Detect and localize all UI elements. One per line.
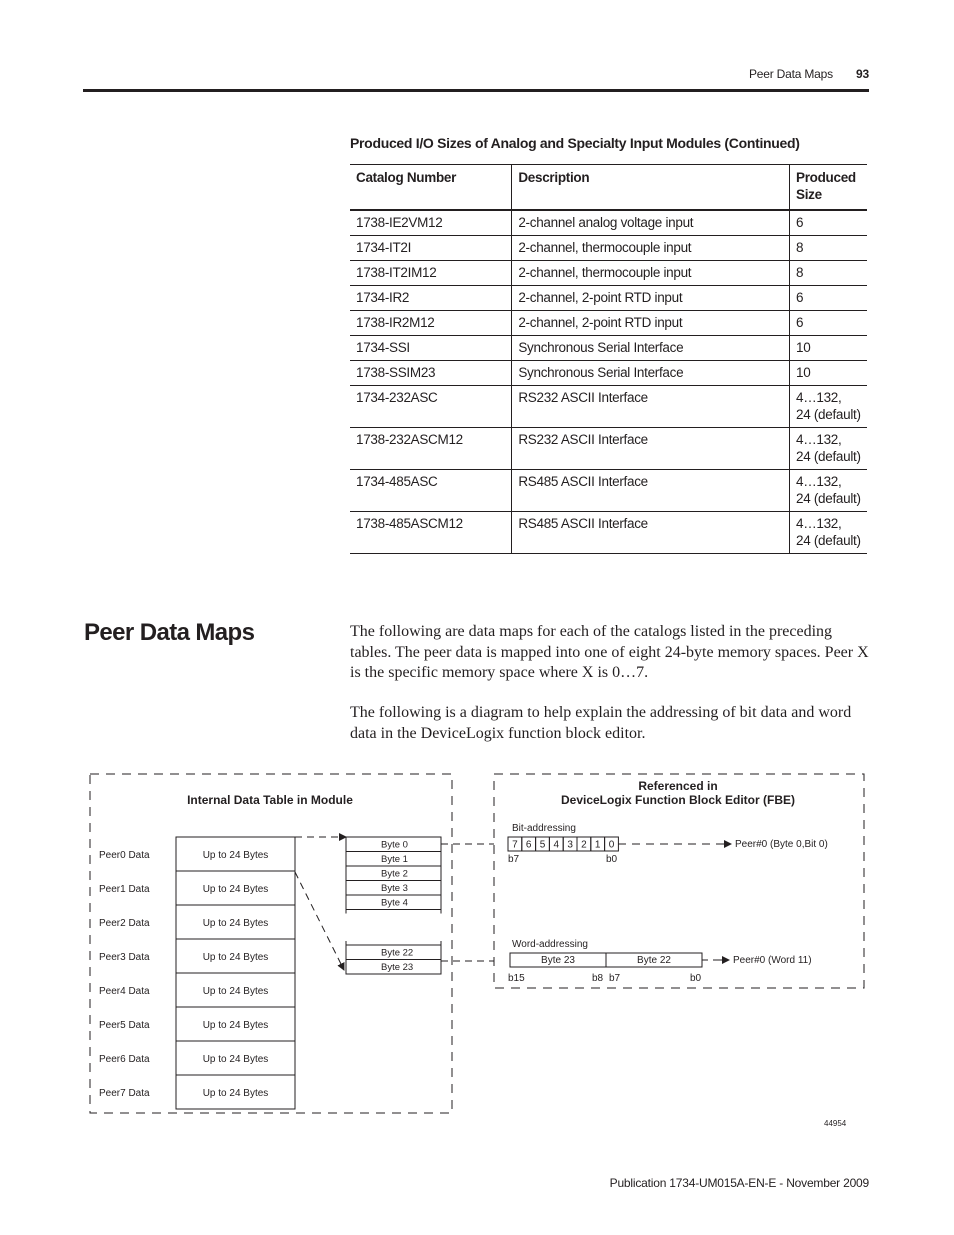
- cell-catalog: 1738-IE2VM12: [350, 210, 512, 236]
- right-title-line1: Referenced in: [638, 779, 718, 793]
- cell-description: RS485 ASCII Interface: [512, 470, 790, 512]
- cell-description: 2-channel analog voltage input: [512, 210, 790, 236]
- running-header-title: Peer Data Maps: [749, 67, 833, 81]
- peer-label: Peer1 Data: [99, 884, 150, 895]
- peer-cell-text: Up to 24 Bytes: [202, 918, 269, 929]
- bit-right-label: b0: [606, 854, 618, 865]
- cell-catalog: 1734-IR2: [350, 286, 512, 311]
- peer-cell-text: Up to 24 Bytes: [202, 1054, 269, 1065]
- cell-size: 6: [789, 286, 867, 311]
- word-high-byte-label: Byte 23: [541, 955, 575, 966]
- table-row: [350, 210, 867, 236]
- peer-data-diagram: [0, 760, 954, 1140]
- cell-size: 8: [789, 236, 867, 261]
- cell-catalog: 1734-232ASC: [350, 386, 512, 428]
- peer-rows: [99, 837, 295, 1109]
- cell-catalog: 1734-485ASC: [350, 470, 512, 512]
- cell-size: 6: [789, 311, 867, 336]
- intro-paragraph: The following are data maps for each of the catalogs listed in the preceding tables. The peer data is mapped into one of eight 24-byte memory spaces. Peer X is the specific memory space where X is 0…7.: [350, 623, 869, 681]
- bit-target-label: Peer#0 (Byte 0,Bit 0): [735, 839, 828, 850]
- cell-description: 2-channel, thermocouple input: [512, 236, 790, 261]
- bit-left-label: b7: [508, 854, 520, 865]
- byte-label: Byte 2: [381, 868, 408, 880]
- peer-label: Peer5 Data: [99, 1020, 150, 1031]
- peer-cell-text: Up to 24 Bytes: [202, 986, 269, 997]
- cell-size: 10: [789, 336, 867, 361]
- cell-description: RS232 ASCII Interface: [512, 386, 790, 428]
- byte-stack-lower: [346, 941, 441, 974]
- word-bit-label-b15: b15: [508, 973, 525, 984]
- bit-label: 6: [525, 839, 532, 851]
- table-body: [350, 210, 867, 554]
- cell-description: 2-channel, thermocouple input: [512, 261, 790, 286]
- table-row: [350, 428, 867, 470]
- right-title-line2: DeviceLogix Function Block Editor (FBE): [560, 793, 796, 807]
- cell-catalog: 1738-232ASCM12: [350, 428, 512, 470]
- cell-size: 4…132, 24 (default): [789, 428, 867, 470]
- peer-cell-text: Up to 24 Bytes: [202, 850, 269, 861]
- byte-label: Byte 0: [381, 839, 408, 851]
- cell-size: 6: [789, 210, 867, 236]
- bit-label: 0: [608, 839, 615, 851]
- cell-catalog: 1738-IT2IM12: [350, 261, 512, 286]
- cell-size: 4…132, 24 (default): [789, 386, 867, 428]
- bit-label: 4: [553, 839, 560, 851]
- cell-description: Synchronous Serial Interface: [512, 336, 790, 361]
- table-row: [350, 311, 867, 336]
- figure-number: 44954: [824, 1119, 847, 1128]
- word-addressing-label: Word-addressing: [512, 939, 588, 950]
- byte-label: Byte 1: [381, 854, 408, 865]
- bit-label: 3: [567, 839, 573, 851]
- column-header-size: Produced Size: [789, 165, 867, 211]
- bit-addressing-label: Bit-addressing: [512, 823, 576, 834]
- peer-cell-text: Up to 24 Bytes: [202, 1088, 269, 1099]
- bit-label: 1: [594, 839, 601, 851]
- table-header-row: [350, 165, 867, 211]
- bit-label: 2: [581, 839, 587, 851]
- byte-label: Byte 4: [381, 897, 408, 909]
- cell-description: 2-channel, 2-point RTD input: [512, 286, 790, 311]
- bit-label: 5: [539, 839, 546, 851]
- cell-size: 10: [789, 361, 867, 386]
- column-header-description: Description: [512, 165, 790, 211]
- table-row: [350, 512, 867, 554]
- bit-cells: [508, 837, 618, 851]
- publication-footer: Publication 1734-UM015A-EN-E - November 2009: [609, 1176, 869, 1190]
- byte-label: Byte 23: [381, 962, 414, 973]
- word-bit-label-b0: b0: [690, 973, 702, 984]
- left-diagram-title: Internal Data Table in Module: [187, 793, 353, 807]
- peer-cell-text: Up to 24 Bytes: [202, 1020, 269, 1031]
- peer-label: Peer2 Data: [99, 918, 150, 929]
- page-number: 93: [856, 67, 869, 81]
- column-header-catalog: Catalog Number: [350, 165, 512, 211]
- cell-size: 8: [789, 261, 867, 286]
- table-row: [350, 286, 867, 311]
- table-row: [350, 361, 867, 386]
- cell-catalog: 1738-IR2M12: [350, 311, 512, 336]
- table-row: [350, 336, 867, 361]
- cell-description: 2-channel, 2-point RTD input: [512, 311, 790, 336]
- section-heading: Peer Data Maps: [84, 619, 255, 646]
- word-bit-label-b7: b7: [609, 973, 621, 984]
- peer-label: Peer0 Data: [99, 850, 150, 861]
- word-target-label: Peer#0 (Word 11): [733, 955, 812, 966]
- peer-label: Peer4 Data: [99, 986, 150, 997]
- cell-description: RS232 ASCII Interface: [512, 428, 790, 470]
- table-row: [350, 236, 867, 261]
- header-rule: [83, 89, 869, 92]
- cell-catalog: 1738-SSIM23: [350, 361, 512, 386]
- cell-catalog: 1734-SSI: [350, 336, 512, 361]
- diagram-intro-paragraph: The following is a diagram to help explain the addressing of bit data and word data in the DeviceLogix function block editor.: [350, 704, 852, 742]
- peer-label: Peer6 Data: [99, 1054, 150, 1065]
- table-title: Produced I/O Sizes of Analog and Specialty Input Modules (Continued): [350, 135, 800, 151]
- byte-label: Byte 3: [381, 883, 408, 894]
- cell-description: Synchronous Serial Interface: [512, 361, 790, 386]
- cell-size: 4…132, 24 (default): [789, 470, 867, 512]
- table-row: [350, 470, 867, 512]
- table-row: [350, 386, 867, 428]
- peer-label: Peer7 Data: [99, 1088, 150, 1099]
- bit-label: 7: [512, 839, 518, 851]
- cell-description: RS485 ASCII Interface: [512, 512, 790, 554]
- word-bit-label-b8: b8: [592, 973, 604, 984]
- cell-catalog: 1734-IT2I: [350, 236, 512, 261]
- peer-label: Peer3 Data: [99, 952, 150, 963]
- word-low-byte-label: Byte 22: [637, 955, 671, 966]
- cell-catalog: 1738-485ASCM12: [350, 512, 512, 554]
- produced-io-table: [350, 164, 867, 554]
- connector-diagonal: [295, 872, 344, 970]
- cell-size: 4…132, 24 (default): [789, 512, 867, 554]
- peer-cell-text: Up to 24 Bytes: [202, 884, 269, 895]
- byte-label: Byte 22: [381, 947, 414, 959]
- table-row: [350, 261, 867, 286]
- byte-stack-upper: [346, 837, 441, 914]
- peer-cell-text: Up to 24 Bytes: [202, 952, 269, 963]
